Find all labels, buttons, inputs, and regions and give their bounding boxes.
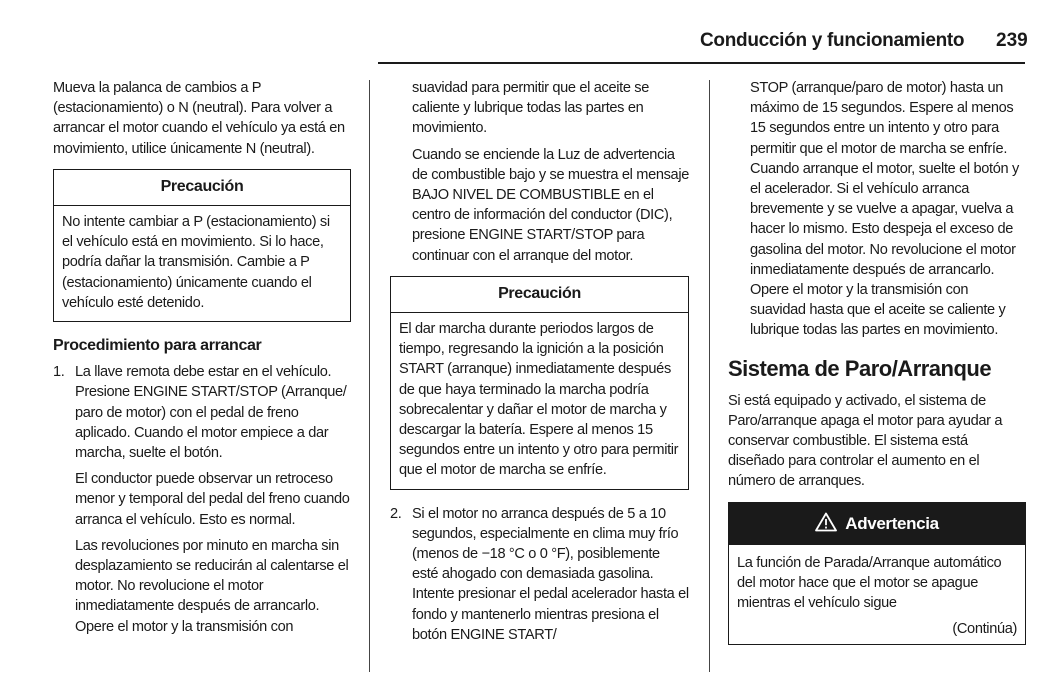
- column-3: [728, 78, 1026, 645]
- caution-box-2: [390, 276, 689, 490]
- caution-box-1: [53, 169, 351, 322]
- warning-header: [729, 503, 1025, 545]
- caution-title: Precaución: [391, 277, 688, 313]
- step-2: [390, 504, 689, 645]
- page-number: 239: [996, 30, 1028, 51]
- warning-body: La función de Parada/Arranque automático del motor hace que el motor se apague mientras el vehículo sigue: [737, 554, 1002, 612]
- warning-triangle-icon: [815, 512, 837, 532]
- section-body: Si está equipado y activado, el sistema de Paro/arranque apaga el motor para ayudar a conservar combustible. El sistema está diseñado para controlar el aumento en el número de arranques.: [728, 392, 1003, 490]
- column-divider-left: [369, 80, 370, 672]
- intro-paragraph: Mueva la palanca de cambios a P (estacionamiento) o N (neutral). Para volver a arrancar el motor cuando el vehículo ya está en movimiento, utilice únicamente N (neutral).: [53, 80, 345, 157]
- warning-title: Advertencia: [845, 513, 939, 533]
- warning-box: [728, 502, 1026, 645]
- step-2-text: Si el motor no arranca después de 5 a 10 segundos, especialmente en clima muy frío (menos de −18 °C o 0 °F), posiblemente esté ahogado con demasiada gasolina. Intente presionar el pedal acelerador hasta el fondo y mantenerlo mientras presiona el botón ENGINE START/: [412, 505, 689, 643]
- continued-label: (Continúa): [952, 621, 1017, 638]
- section-title: Sistema de Paro/Arranque: [728, 355, 992, 381]
- step-1-number: 1.: [53, 364, 65, 381]
- step-2-continuation: STOP (arranque/paro de motor) hasta un máximo de 15 segundos. Espere al menos 15 segundos entre un intento y otro para permitir que el motor de marcha se enfríe. Cuando arranque el motor, suelte el botón y el acelerador. Si el vehículo arranca brevemente y se vuelve a apagar, vuelva a hacer lo mismo. Esto despeja el exceso de gasolina del motor. No revolucione el motor inmediatamente después de arrancarlo. Opere el motor y la transmisión con suavidad hasta que el aceite se caliente y lubrique todas las partes en movimiento.: [750, 80, 1019, 339]
- caution-title: Precaución: [54, 170, 350, 206]
- step-1-continuation: suavidad para permitir que el aceite se caliente y lubrique todas las partes en movimiento.: [412, 80, 650, 137]
- step-1-paragraph-3: Las revoluciones por minuto en marcha sin desplazamiento se reducirán al calentarse el motor. No revolucione el motor inmediatamente después de arrancarlo. Opere el motor y la transmisión con: [75, 537, 349, 635]
- caution-body: No intente cambiar a P (estacionamiento) si el vehículo está en movimiento. Si lo hace, podría dañar la transmisión. Cambie a P (estacionamiento) únicamente cuando el vehículo esté detenido.: [62, 214, 330, 311]
- column-2: [390, 78, 689, 645]
- low-fuel-paragraph: Cuando se enciende la Luz de advertencia de combustible bajo y se muestra el mensaje BAJO NIVEL DE COMBUSTIBLE en el centro de información del conductor (DIC), presione ENGINE START/STOP para continuar con el arranque del motor.: [412, 146, 689, 264]
- page-header-title: Conducción y funcionamiento: [700, 30, 965, 51]
- caution-body: El dar marcha durante periodos largos de tiempo, regresando la ignición a la posición START (arranque) inmediatamente después de que haya terminado la marcha podría sobrecalentar y dañar el motor de marcha y descargar la batería. Espere al menos 15 segundos entre un intento y otro para permitir que el motor de marcha se enfríe.: [399, 321, 679, 479]
- column-1: [53, 78, 351, 643]
- header-rule: [378, 62, 1025, 64]
- procedure-heading: Procedimiento para arrancar: [53, 337, 262, 355]
- step-2-number: 2.: [390, 505, 402, 522]
- step-1: [53, 362, 351, 463]
- column-divider-right: [709, 80, 710, 672]
- step-1-text: La llave remota debe estar en el vehículo. Presione ENGINE START/STOP (Arranque/ paro de motor) con el pedal de freno aplicado. Cuando el motor empiece a dar marcha, suelte el botón.: [75, 364, 347, 462]
- step-1-paragraph-2: El conductor puede observar un retroceso menor y temporal del pedal del freno cuando arranca el vehículo. Esto es normal.: [75, 471, 350, 528]
